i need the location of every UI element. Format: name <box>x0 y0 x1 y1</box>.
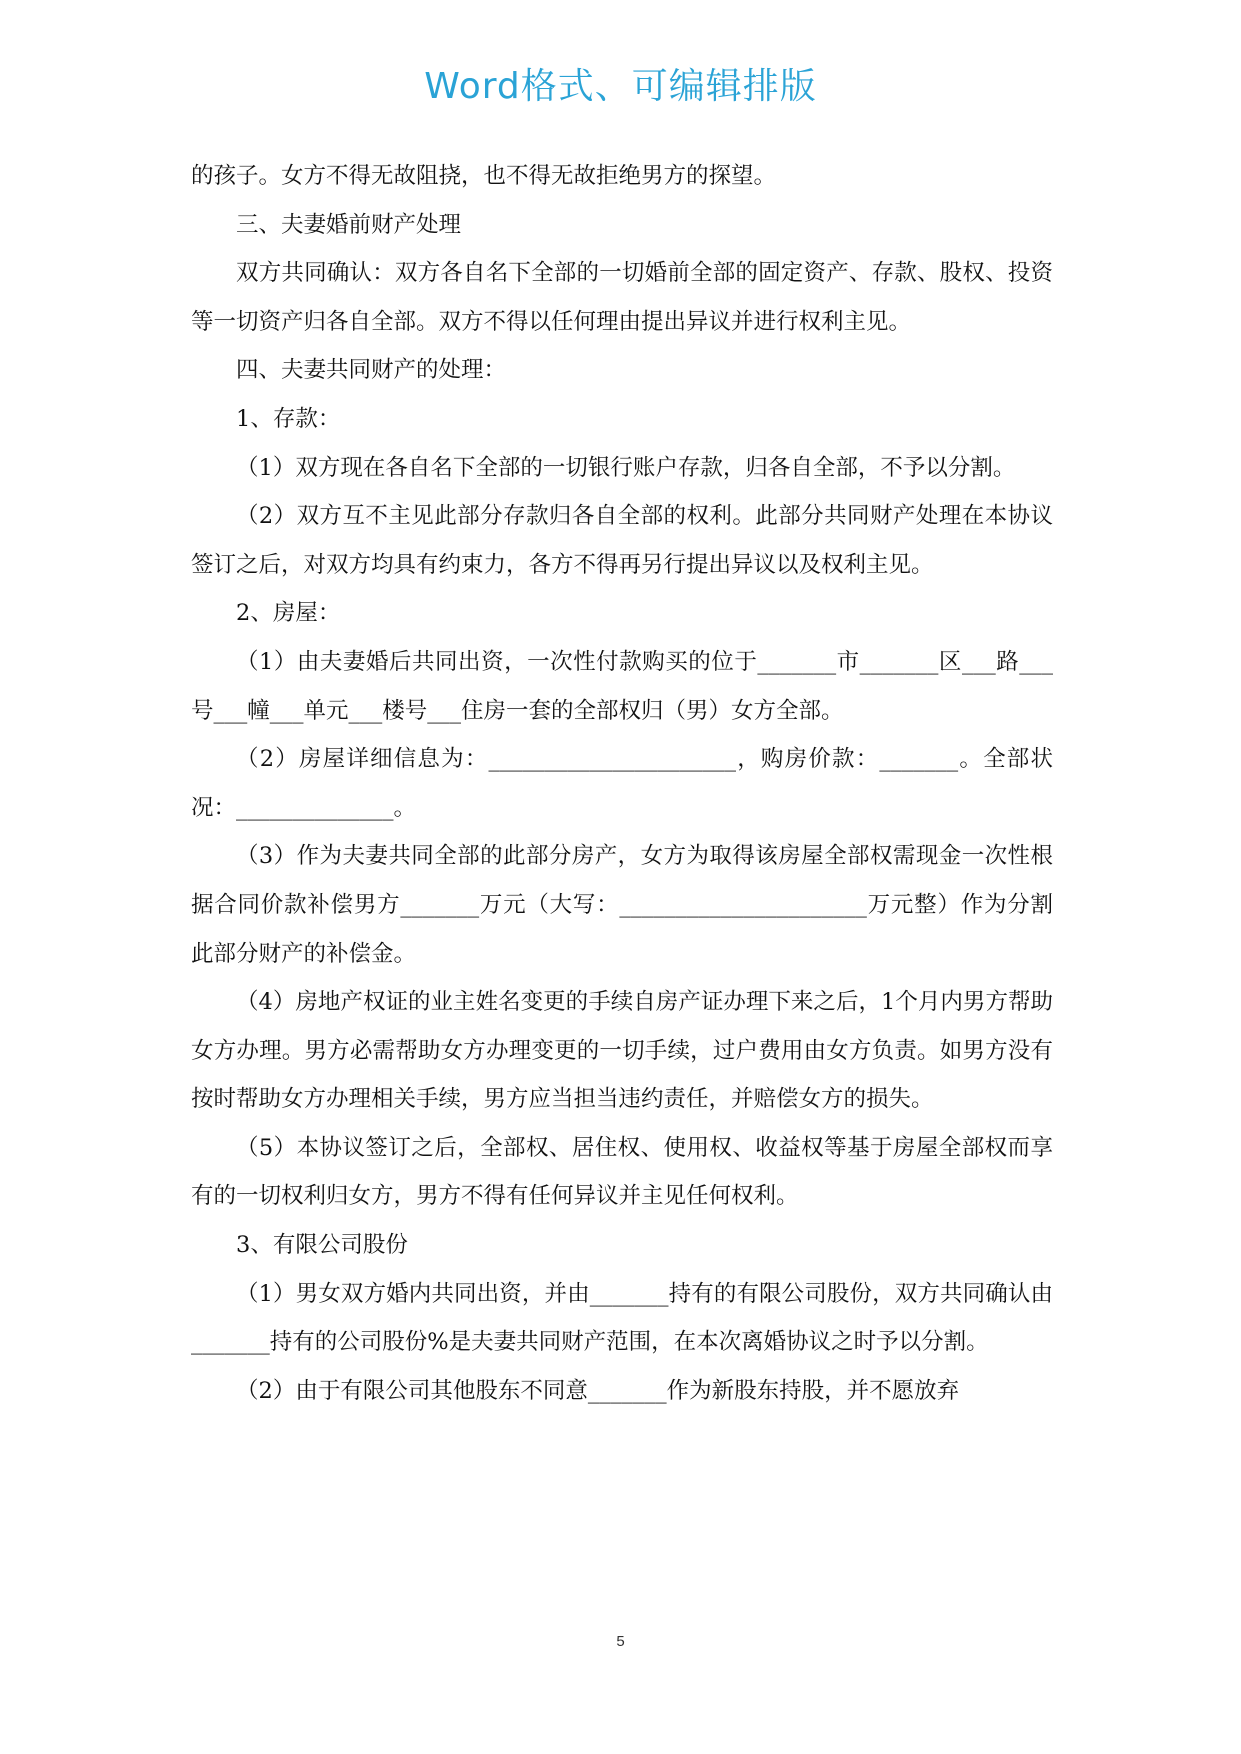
page-number: 5 <box>616 1633 625 1650</box>
paragraph: （4）房地产权证的业主姓名变更的手续自房产证办理下来之后，1个月内男方帮助女方办理。男方必需帮助女方办理变更的一切手续，过户费用由女方负责。如男方没有按时帮助女方办理相关手续，男方应当担当违约责任，并赔偿女方的损失。 <box>191 989 1053 1113</box>
paragraph: （5）本协议签订之后，全部权、居住权、使用权、收益权等基于房屋全部权而享有的一切权利归女方，男方不得有任何异议并主见任何权利。 <box>191 1134 1053 1210</box>
paragraph: （3）作为夫妻共同全部的此部分房产，女方为取得该房屋全部权需现金一次性根据合同价款补偿男方_______万元（大写：______________________万元整）作为分割此部分财产的补偿金。 <box>191 843 1053 967</box>
paragraph: （2）由于有限公司其他股东不同意_______作为新股东持股，并不愿放弃 <box>236 1377 960 1404</box>
paragraph: （1）由夫妻婚后共同出资，一次性付款购买的位于_______市_______区___路___号___幢___单元___楼号___住房一套的全部权归（男）女方全部。 <box>191 648 1053 724</box>
paragraph: （2）房屋详细信息为：______________________，购房价款：_______。全部状况：______________。 <box>191 746 1053 821</box>
document-body <box>191 152 1053 1415</box>
subsection-heading: 1、存款： <box>236 405 341 432</box>
paragraph: （2）双方互不主见此部分存款归各自全部的权利。此部分共同财产处理在本协议签订之后，对双方均具有约束力，各方不得再另行提出异议以及权利主见。 <box>191 503 1053 578</box>
subsection-heading: 2、房屋： <box>236 600 341 627</box>
paragraph: 的孩子。女方不得无故阻挠，也不得无故拒绝男方的探望。 <box>191 163 777 189</box>
paragraph: （1）男女双方婚内共同出资，并由_______持有的有限公司股份，双方共同确认由_______持有的公司股份%是夫妻共同财产范围，在本次离婚协议之时予以分割。 <box>191 1280 1053 1356</box>
header-title: Word格式、可编辑排版 <box>424 66 817 107</box>
section-heading: 四、夫妻共同财产的处理： <box>236 357 507 384</box>
paragraph: （1）双方现在各自名下全部的一切银行账户存款，归各自全部，不予以分割。 <box>236 454 1016 481</box>
subsection-heading: 3、有限公司股份 <box>236 1232 408 1259</box>
section-heading: 三、夫妻婚前财产处理 <box>236 211 462 238</box>
paragraph: 双方共同确认：双方各自名下全部的一切婚前全部的固定资产、存款、股权、投资等一切资产归各自全部。双方不得以任何理由提出异议并进行权利主见。 <box>191 260 1053 335</box>
